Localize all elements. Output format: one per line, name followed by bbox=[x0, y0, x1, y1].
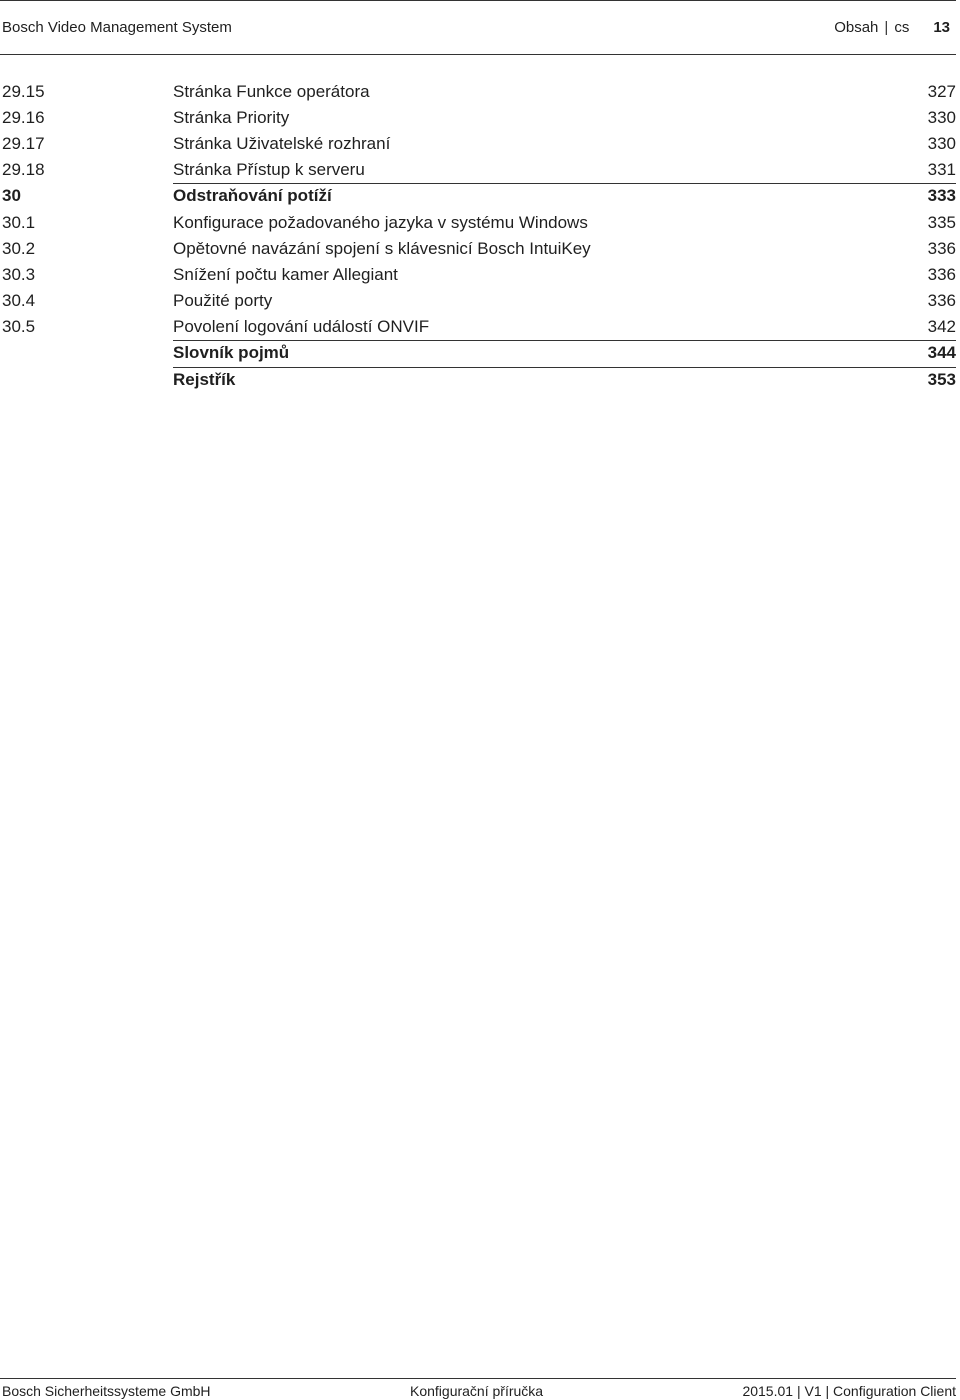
toc-entry-title: Opětovné navázání spojení s klávesnicí Bosch IntuiKey bbox=[173, 239, 591, 258]
toc-entry-page: 336 bbox=[927, 291, 956, 310]
toc-entry-page: 353 bbox=[927, 370, 956, 389]
toc-row[interactable] bbox=[0, 104, 956, 130]
toc-chapter-row[interactable] bbox=[0, 182, 956, 209]
footer-separator: | bbox=[825, 1383, 830, 1399]
toc-chapter-row[interactable] bbox=[0, 366, 956, 393]
toc-entry-page: 335 bbox=[927, 213, 956, 232]
footer-product: Configuration Client bbox=[833, 1383, 956, 1399]
toc-entry-page: 333 bbox=[927, 186, 956, 205]
toc-entry-title: Stránka Uživatelské rozhraní bbox=[173, 134, 391, 153]
footer-version: 2015.01 bbox=[742, 1383, 794, 1399]
toc-entry-page: 330 bbox=[927, 134, 956, 153]
toc-entry-number: 30.3 bbox=[2, 265, 36, 284]
toc-entry-number: 29.18 bbox=[2, 160, 45, 179]
toc-row[interactable] bbox=[0, 209, 956, 235]
toc-entry-number: 30.4 bbox=[2, 291, 36, 310]
toc-entry-title: Povolení logování událostí ONVIF bbox=[173, 317, 430, 336]
toc-entry-title: Konfigurace požadovaného jazyka v systému Windows bbox=[173, 213, 588, 232]
toc-row[interactable] bbox=[0, 130, 956, 156]
toc-entry-title: Snížení počtu kamer Allegiant bbox=[173, 265, 398, 284]
toc-entry-number: 29.17 bbox=[2, 134, 45, 153]
toc-row[interactable] bbox=[0, 78, 956, 104]
header-right bbox=[834, 19, 950, 36]
toc-entry-page: 327 bbox=[927, 82, 956, 101]
toc-entry-number: 29.16 bbox=[2, 108, 45, 127]
toc-entry-number: 30.2 bbox=[2, 239, 36, 258]
footer-document: Konfigurační příručka bbox=[410, 1383, 544, 1399]
toc-entry-page: 331 bbox=[927, 160, 956, 179]
header-language: cs bbox=[894, 19, 910, 36]
toc-row[interactable] bbox=[0, 261, 956, 287]
footer-revision: V1 bbox=[804, 1383, 822, 1399]
toc-row[interactable] bbox=[0, 235, 956, 261]
toc-entry-page: 336 bbox=[927, 265, 956, 284]
toc-entry-title: Rejstřík bbox=[173, 370, 236, 389]
page-footer bbox=[0, 1379, 956, 1400]
page-header bbox=[0, 0, 956, 55]
toc-entry-title: Slovník pojmů bbox=[173, 343, 290, 362]
toc-entry-title: Stránka Funkce operátora bbox=[173, 82, 370, 101]
toc-entry-number: 30.1 bbox=[2, 213, 36, 232]
toc-row[interactable] bbox=[0, 313, 956, 339]
toc-entry-number: 30 bbox=[2, 186, 21, 205]
header-title: Bosch Video Management System bbox=[2, 19, 232, 36]
toc-row[interactable] bbox=[0, 156, 956, 182]
toc-entry-page: 344 bbox=[927, 343, 956, 362]
toc-entry-title: Stránka Přístup k serveru bbox=[173, 160, 365, 179]
toc-entry-number: 30.5 bbox=[2, 317, 36, 336]
toc-entry-title: Použité porty bbox=[173, 291, 273, 310]
toc-entry-number: 29.15 bbox=[2, 82, 45, 101]
table-of-contents bbox=[0, 78, 956, 393]
toc-entry-page: 342 bbox=[927, 317, 956, 336]
footer-version-info bbox=[742, 1383, 956, 1399]
header-bottom-rule bbox=[0, 54, 956, 55]
header-page-number: 13 bbox=[933, 19, 950, 36]
toc-row[interactable] bbox=[0, 287, 956, 313]
toc-entry-page: 336 bbox=[927, 239, 956, 258]
footer-separator: | bbox=[796, 1383, 801, 1399]
toc-chapter-row[interactable] bbox=[0, 339, 956, 366]
header-section: Obsah bbox=[834, 19, 879, 36]
toc-entry-title: Stránka Priority bbox=[173, 108, 290, 127]
toc-entry-page: 330 bbox=[927, 108, 956, 127]
footer-company: Bosch Sicherheitssysteme GmbH bbox=[2, 1383, 211, 1399]
toc-entry-title: Odstraňování potíží bbox=[173, 186, 332, 205]
header-separator: | bbox=[884, 19, 889, 36]
